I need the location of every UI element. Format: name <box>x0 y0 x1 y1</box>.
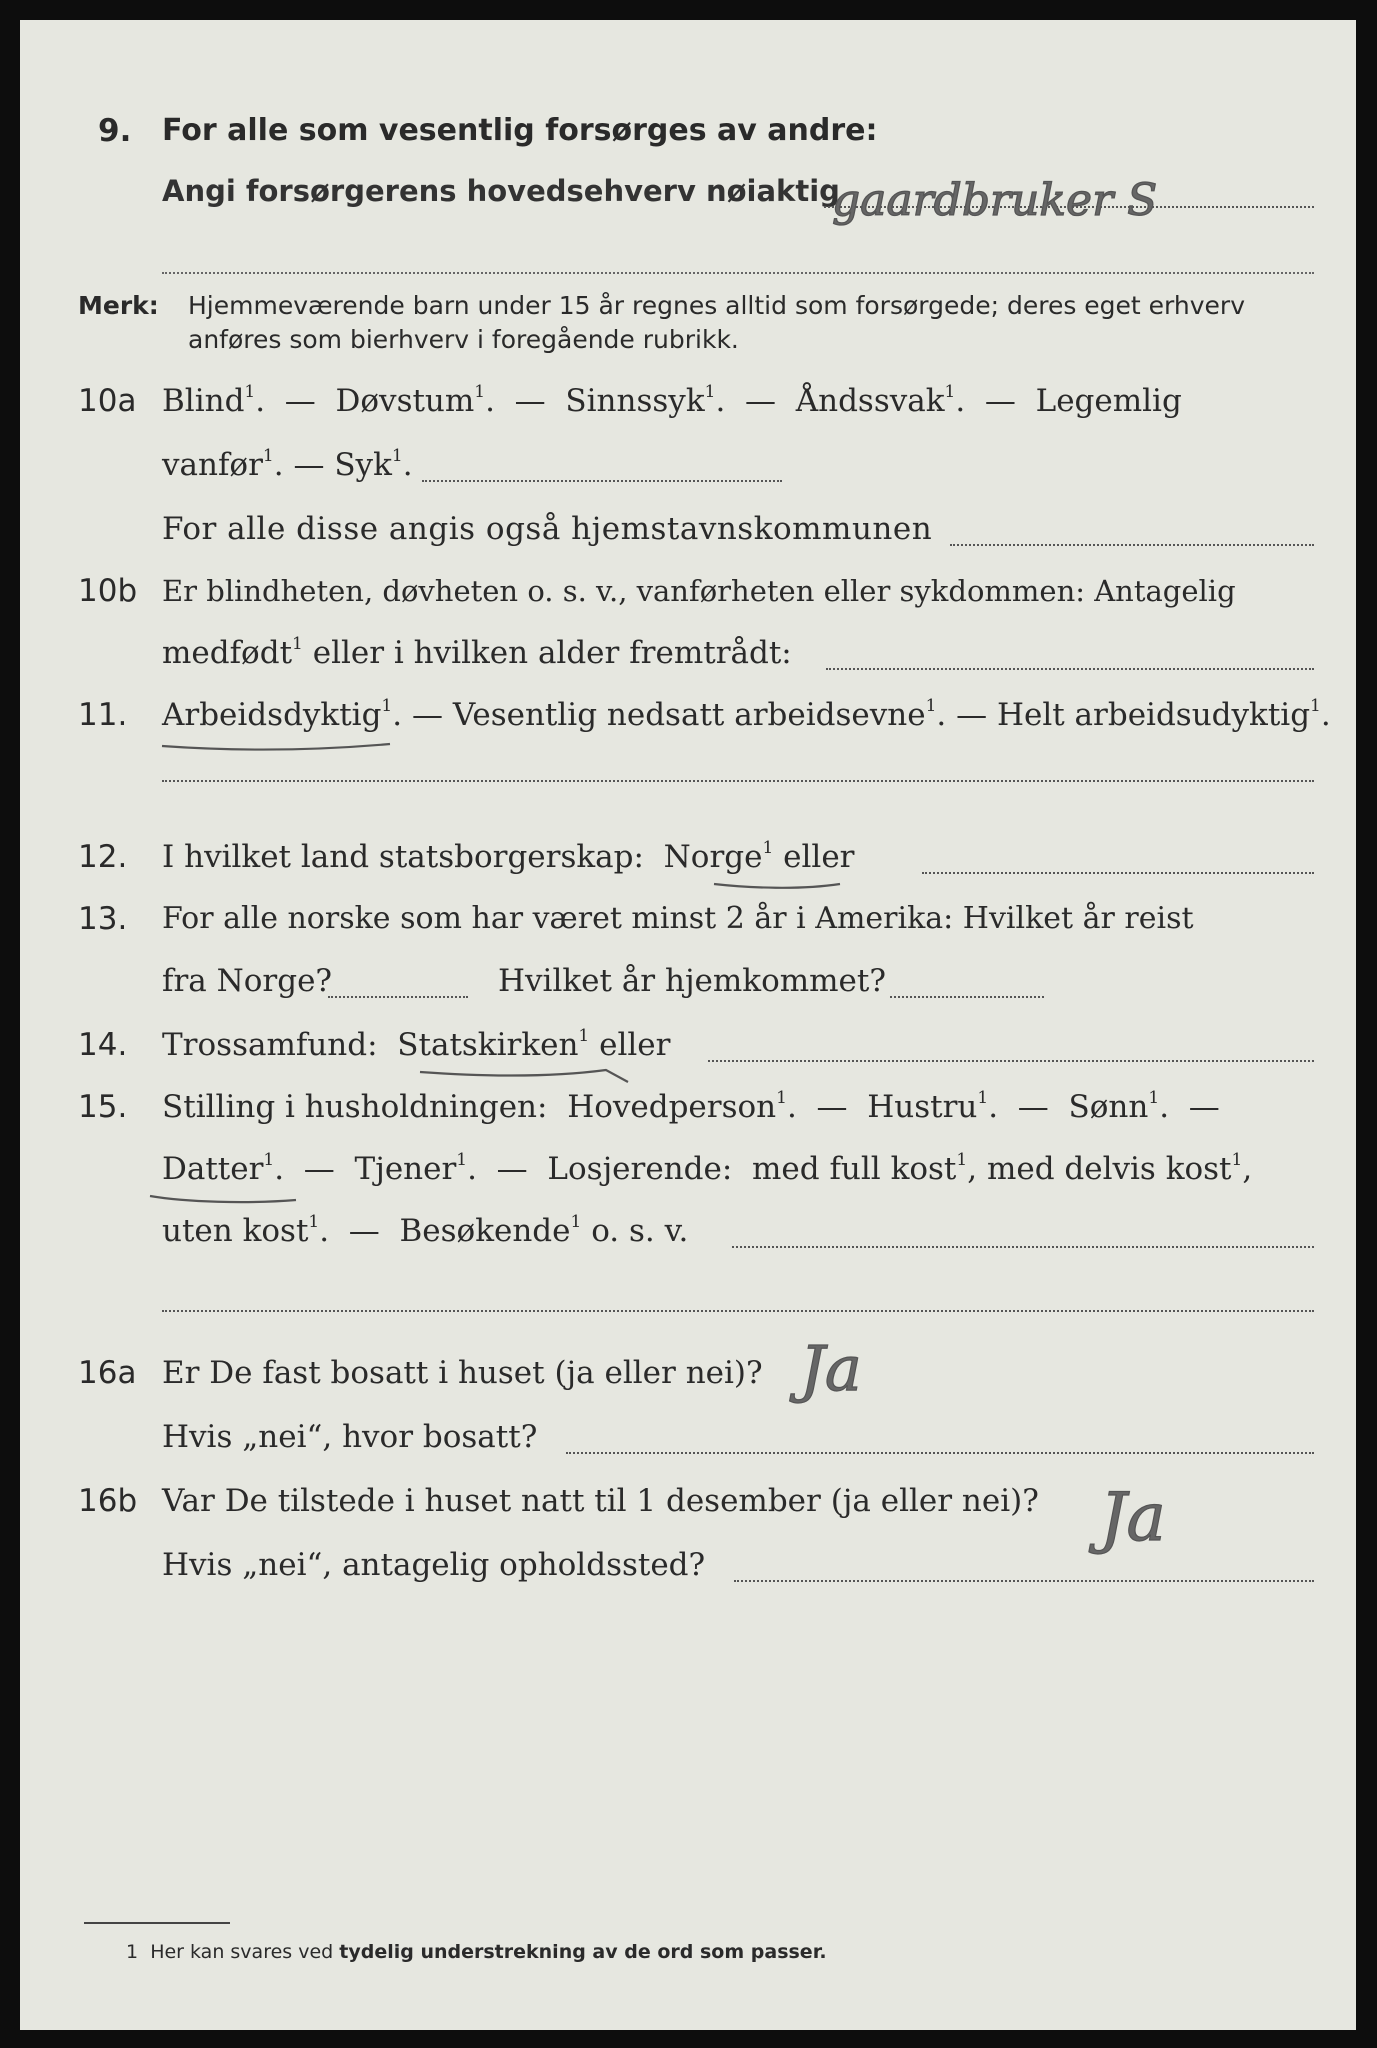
q10b-line2: medfødt$^1$ eller i hvilken alder fremtrådt: <box>162 634 792 671</box>
q12-underline-mark <box>710 874 850 900</box>
option-norge[interactable]: Norge <box>663 839 763 875</box>
q11-underline-mark <box>158 732 398 762</box>
q11-number: 11. <box>78 697 128 733</box>
q10a-number: 10a <box>78 383 137 419</box>
q16b-number: 16b <box>78 1483 138 1519</box>
q13-hjemkommet: Hvilket år hjemkommet? <box>498 963 886 999</box>
q11-answer-line <box>162 780 1314 782</box>
divider-line <box>162 272 1314 274</box>
option-statskirken[interactable]: Statskirken <box>397 1027 579 1063</box>
option-sonn[interactable]: Sønn <box>1068 1089 1149 1125</box>
q10a-line3: For alle disse angis også hjemstavnskommunen <box>162 511 933 547</box>
q13-number: 13. <box>78 901 128 937</box>
option-hustru[interactable]: Hustru <box>867 1089 978 1125</box>
option-hovedperson[interactable]: Hovedperson <box>567 1089 777 1125</box>
q10a-line1: Blind$^1$. — Døvstum$^1$. — Sinnssyk$^1$. — Åndssvak$^1$. — Legemlig <box>162 382 1182 419</box>
q16b-answer-line <box>734 1580 1314 1582</box>
q10b-line2-rest: eller i hvilken alder fremtrådt: <box>312 635 792 671</box>
option-uten-kost[interactable]: uten kost <box>162 1213 309 1249</box>
q15-line1: Stilling i husholdningen: Hovedperson$^1$. — Hustru$^1$. — Sønn$^1$. — <box>162 1088 1220 1125</box>
census-form-page <box>20 20 1356 2030</box>
q12-number: 12. <box>78 839 128 875</box>
q9-answer-text: gaardbruker S <box>832 175 1158 226</box>
q9-heading: For alle som vesentlig forsørges av andre: <box>162 113 878 148</box>
q16a-answer-line <box>566 1452 1314 1454</box>
footnote <box>126 1940 827 1964</box>
option-tjener[interactable]: Tjener <box>354 1151 457 1187</box>
q12-line: I hvilket land statsborgerskap: Norge$^1$ eller <box>162 838 855 875</box>
option-full-kost[interactable]: med full kost <box>752 1151 957 1187</box>
footnote-text-b: tydelig understrekning av de ord som passer. <box>339 1941 827 1963</box>
q15-extra-line <box>162 1310 1314 1312</box>
q15-answer-line <box>732 1246 1314 1248</box>
q14-answer-line <box>708 1060 1314 1062</box>
q14-number: 14. <box>78 1027 128 1063</box>
q13-fra-norge: fra Norge? <box>162 963 333 999</box>
q10a-line2: vanfør$^1$. — Syk$^1$. <box>162 446 413 483</box>
q15-number: 15. <box>78 1089 128 1125</box>
option-legemlig[interactable]: Legemlig <box>1035 383 1182 419</box>
q10b-number: 10b <box>78 573 138 609</box>
q9-question: Angi forsørgerens hovedsehverv nøiaktig <box>162 174 840 208</box>
q14-question: Trossamfund: <box>162 1027 378 1063</box>
option-syk[interactable]: Syk <box>334 447 392 483</box>
option-medfodt[interactable]: medfødt <box>162 635 293 671</box>
option-blind[interactable]: Blind <box>162 383 245 419</box>
q13-reist-line <box>328 996 468 998</box>
q11-line1: Arbeidsdyktig$^1$. — Vesentlig nedsatt arbeidsevne$^1$. — Helt arbeidsudyktig$^1$. <box>162 696 1331 733</box>
q14-eller: eller <box>599 1027 671 1063</box>
q9-handwritten-answer <box>820 160 1320 260</box>
merk-line1: Hjemmeværende barn under 15 år regnes alltid som forsørgede; deres eget erhverv <box>188 291 1245 320</box>
q16a-hvis-nei: Hvis „nei“, hvor bosatt? <box>162 1419 538 1455</box>
footnote-rule <box>84 1922 230 1924</box>
q16b-handwritten-answer <box>1090 1460 1260 1590</box>
q14-line: Trossamfund: Statskirken$^1$ eller <box>162 1026 671 1063</box>
q15-stilling: Stilling i husholdningen: <box>162 1089 548 1125</box>
option-vesentlig-nedsatt[interactable]: Vesentlig nedsatt arbeidsevne <box>452 697 926 733</box>
q14-underline-mark <box>416 1060 636 1090</box>
option-vanfor[interactable]: vanfør <box>162 447 263 483</box>
option-delvis-kost[interactable]: med delvis kost <box>986 1151 1232 1187</box>
option-datter[interactable]: Datter <box>162 1151 264 1187</box>
q12-answer-line <box>922 872 1314 874</box>
q10b-line1: Er blindheten, døvheten o. s. v., vanførheten eller sykdommen: Antagelig <box>162 574 1236 608</box>
option-andssvak[interactable]: Åndssvak <box>795 383 945 419</box>
q16a-handwritten-answer <box>790 1320 950 1430</box>
q16b-answer-text: Ja <box>1100 1479 1166 1556</box>
q16b-hvis-nei: Hvis „nei“, antagelig opholdssted? <box>162 1547 706 1583</box>
q12-eller: eller <box>783 839 855 875</box>
q16a-question: Er De fast bosatt i huset (ja eller nei)? <box>162 1355 763 1391</box>
q16a-answer-text: Ja <box>800 1332 862 1405</box>
q16a-number: 16a <box>78 1355 137 1391</box>
option-sinnssyk[interactable]: Sinnssyk <box>565 383 705 419</box>
merk-label: Merk: <box>78 291 159 320</box>
q15-line2: Datter$^1$. — Tjener$^1$. — Losjerende: med full kost$^1$, med delvis kost$^1$, <box>162 1150 1253 1187</box>
q9-number: 9. <box>98 113 132 149</box>
q10a-syk-line <box>422 480 782 482</box>
q10a-hjemstavn-line <box>950 544 1314 546</box>
footnote-text-a: Her kan svares ved <box>150 1941 334 1963</box>
q13-hjemkommet-line <box>890 996 1044 998</box>
option-arbeidsdyktig[interactable]: Arbeidsdyktig <box>162 697 382 733</box>
q15-line3: uten kost$^1$. — Besøkende$^1$ o. s. v. <box>162 1212 689 1249</box>
option-dovstum[interactable]: Døvstum <box>335 383 475 419</box>
q10b-answer-line <box>826 668 1314 670</box>
option-besokende[interactable]: Besøkende <box>399 1213 571 1249</box>
merk-line2: anføres som bierhverv i foregående rubrikk. <box>188 325 739 354</box>
q12-question: I hvilket land statsborgerskap: <box>162 839 644 875</box>
option-helt-arbeidsudyktig[interactable]: Helt arbeidsudyktig <box>996 697 1311 733</box>
q15-osv: o. s. v. <box>591 1213 689 1249</box>
q13-line1: For alle norske som har været minst 2 år i Amerika: Hvilket år reist <box>162 901 1194 936</box>
footnote-mark: 1 <box>126 1941 139 1963</box>
q15-losjerende: Losjerende: <box>547 1151 733 1187</box>
q16b-question: Var De tilstede i huset natt til 1 desember (ja eller nei)? <box>162 1483 1039 1519</box>
